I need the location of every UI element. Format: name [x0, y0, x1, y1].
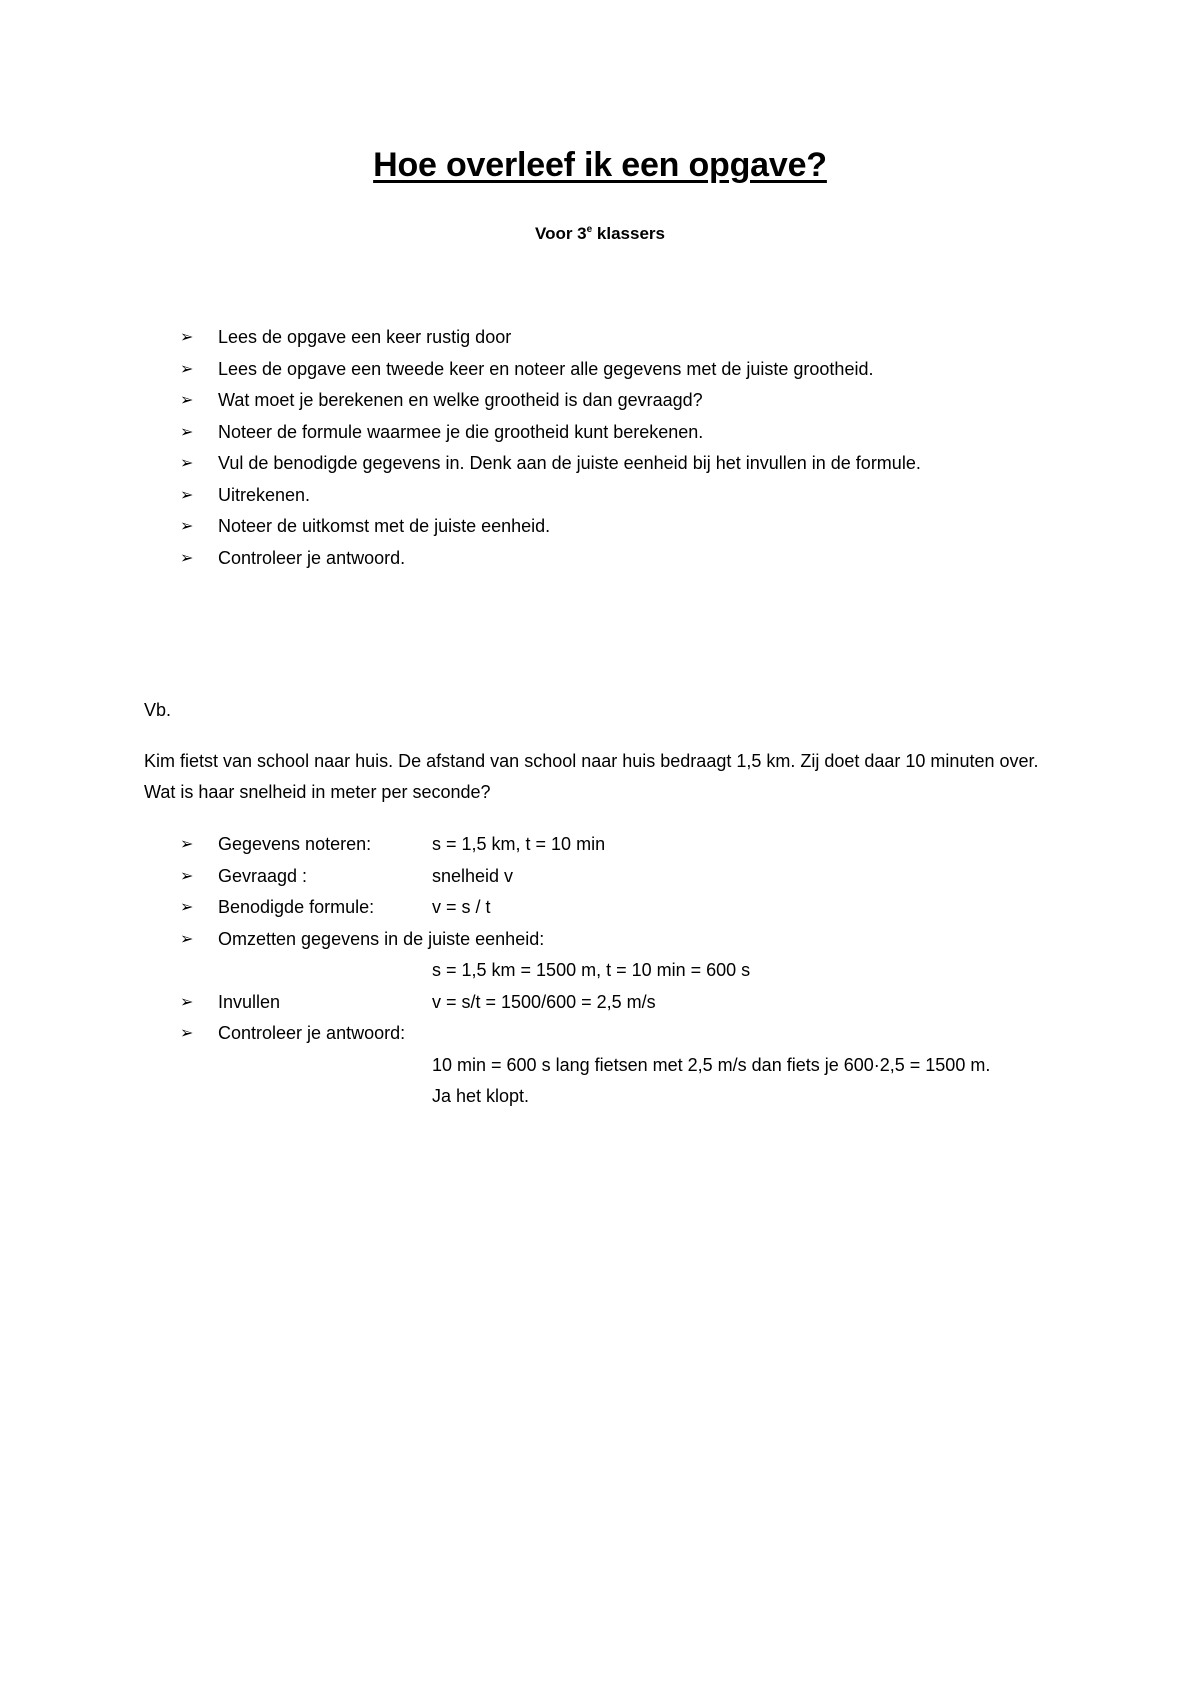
- example-step-label: Controleer je antwoord:: [218, 1023, 406, 1043]
- example-step-label: Benodigde formule:: [218, 897, 375, 917]
- page-title: Hoe overleef ik een opgave?: [373, 146, 827, 184]
- example-label: Vb.: [144, 700, 172, 720]
- step-text: Controleer je antwoord.: [218, 547, 406, 568]
- step-text: Noteer de formule waarmee je die grootheid kunt berekenen.: [218, 421, 704, 442]
- arrow-bullet-icon: ➢: [180, 392, 194, 409]
- example-step-label: Omzetten gegevens in de juiste eenheid:: [218, 928, 545, 949]
- example-step-value: v = s/t = 1500/600 = 2,5 m/s: [432, 991, 656, 1012]
- arrow-bullet-icon: ➢: [180, 899, 194, 916]
- subtitle-text-after: klassers: [592, 224, 665, 243]
- subtitle-superscript: e: [586, 224, 593, 235]
- example-step-label: Invullen: [218, 991, 281, 1012]
- example-step-value: 10 min = 600 s lang fietsen met 2,5 m/s dan fiets je 600·2,5 = 1500 m.: [432, 1054, 991, 1075]
- step-text: Lees de opgave een tweede keer en noteer alle gegevens met de juiste grootheid.: [218, 358, 874, 379]
- step-text: Noteer de uitkomst met de juiste eenheid.: [218, 516, 551, 536]
- arrow-bullet-icon: ➢: [180, 993, 194, 1011]
- example-step-label: Gevraagd :: [218, 865, 308, 886]
- arrow-bullet-icon: ➢: [180, 867, 194, 885]
- arrow-bullet-icon: ➢: [180, 423, 194, 441]
- example-paragraph: Kim fietst van school naar huis. De afstand van school naar huis bedraagt 1,5 km. Zij doet daar 10 minuten over. Wat is haar snelheid in meter per seconde?: [144, 751, 1039, 802]
- example-step-value: snelheid v: [432, 865, 514, 886]
- example-step-value: Ja het klopt.: [432, 1086, 530, 1106]
- arrow-bullet-icon: ➢: [180, 486, 194, 504]
- arrow-bullet-icon: ➢: [180, 329, 194, 346]
- step-text: Lees de opgave een keer rustig door: [218, 327, 512, 347]
- arrow-bullet-icon: ➢: [180, 1025, 194, 1042]
- step-text: Wat moet je berekenen en welke grootheid is dan gevraagd?: [218, 390, 703, 410]
- step-text: Uitrekenen.: [218, 484, 311, 505]
- subtitle-text-before: Voor 3: [535, 224, 587, 243]
- step-text: Vul de benodigde gegevens in. Denk aan de juiste eenheid bij het invullen in de formule.: [218, 453, 921, 473]
- example-step-label: Gegevens noteren:: [218, 834, 372, 854]
- arrow-bullet-icon: ➢: [180, 836, 194, 853]
- example-step-value: s = 1,5 km = 1500 m, t = 10 min = 600 s: [432, 960, 751, 980]
- arrow-bullet-icon: ➢: [180, 455, 194, 472]
- page-subtitle: [0, 224, 1200, 244]
- arrow-bullet-icon: ➢: [180, 360, 194, 378]
- example-step-value: s = 1,5 km, t = 10 min: [432, 834, 606, 854]
- arrow-bullet-icon: ➢: [180, 549, 194, 567]
- arrow-bullet-icon: ➢: [180, 930, 194, 948]
- arrow-bullet-icon: ➢: [180, 518, 194, 535]
- example-step-value: v = s / t: [432, 897, 491, 917]
